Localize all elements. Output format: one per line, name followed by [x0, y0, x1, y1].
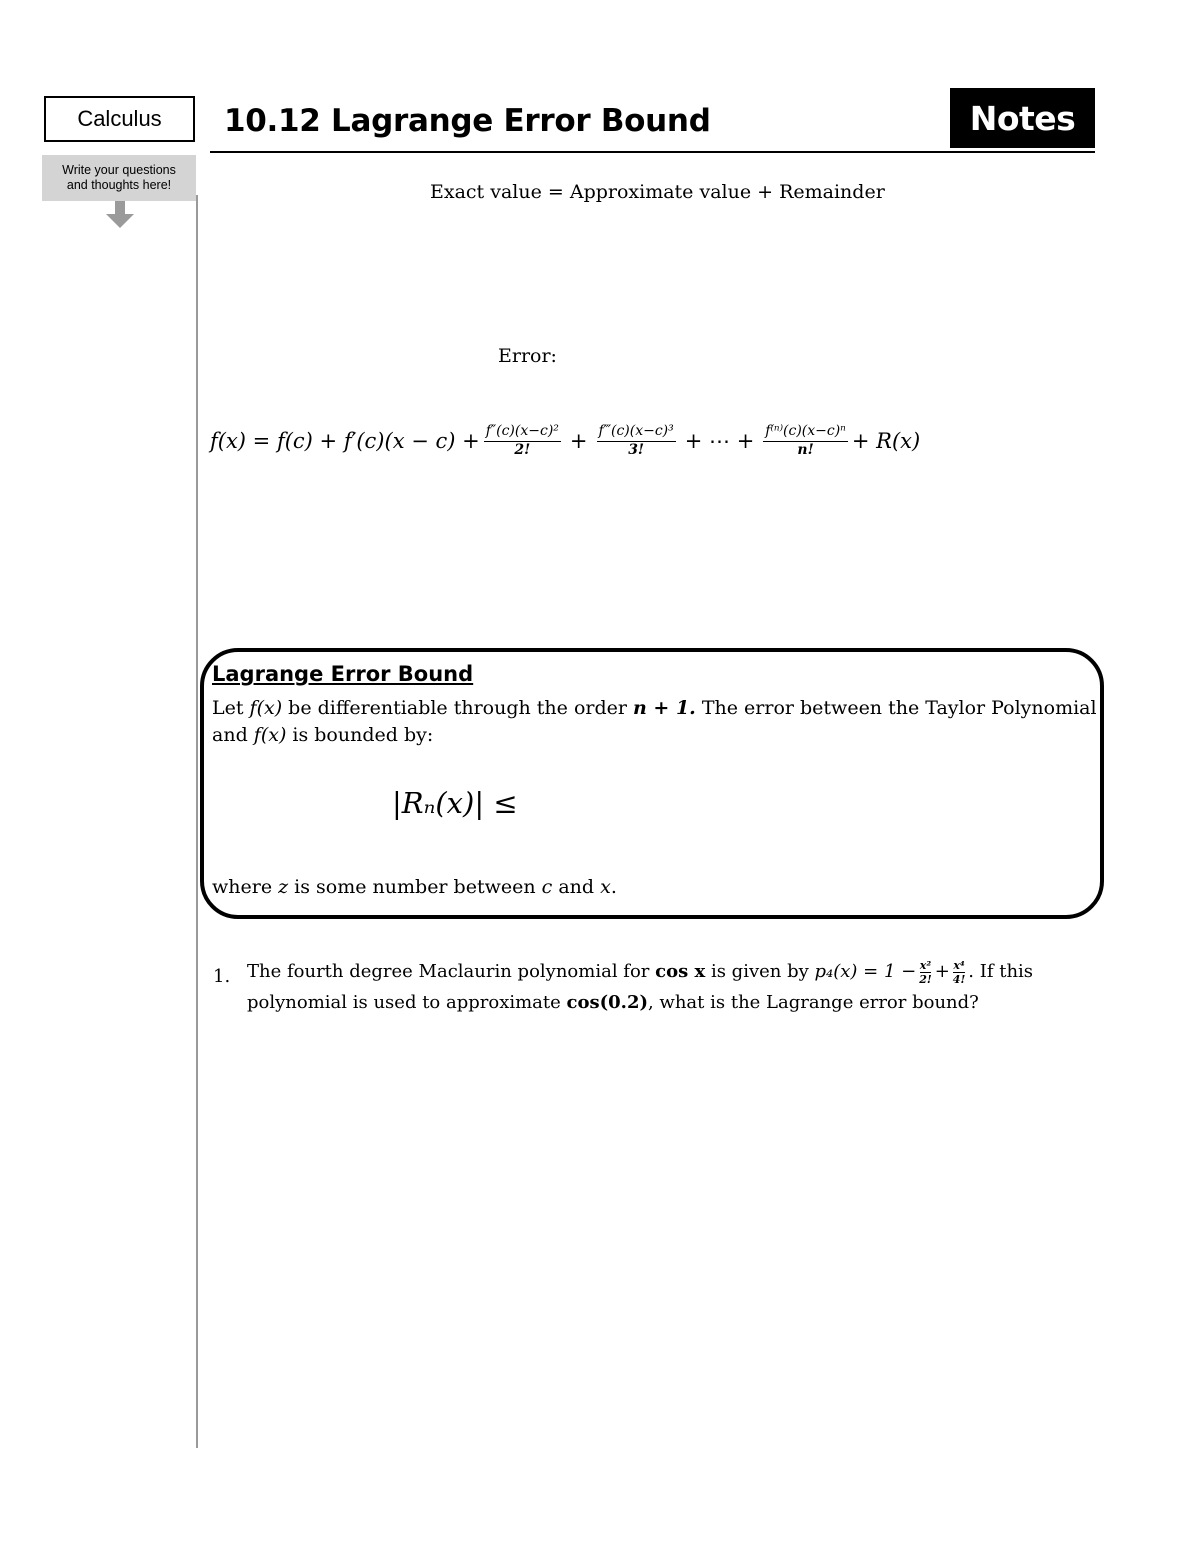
text-segment: . If this polynomial is used to approximate — [247, 961, 1034, 1013]
math-cos-0-2: cos(0.2) — [566, 992, 648, 1013]
plus-sign: + — [934, 961, 950, 982]
fraction-x2 — [919, 959, 931, 986]
question-text — [247, 956, 1087, 1018]
arrow-down-icon — [104, 201, 136, 229]
lagrange-box-where — [212, 876, 617, 898]
math-fx: f(x) — [249, 697, 283, 719]
title-divider — [210, 151, 1095, 153]
text-segment: Let — [212, 697, 250, 719]
term-2-denominator: 2! — [514, 442, 531, 458]
taylor-formula — [210, 423, 920, 459]
term-3-numerator: f‴(c)(x−c)³ — [597, 423, 676, 442]
fraction-denominator: 2! — [919, 972, 932, 986]
lagrange-box-text — [212, 695, 1102, 749]
taylor-lhs: f(x) = f(c) + f′(c)(x − c) + — [210, 429, 480, 453]
math-fx: f(x) — [253, 724, 287, 746]
lagrange-box-title: Lagrange Error Bound — [212, 662, 474, 686]
term-3-denominator: 3! — [628, 442, 645, 458]
math-p4: p₄(x) = 1 − — [814, 961, 917, 982]
math-cos-x: cos x — [655, 961, 706, 982]
math-order: n + 1. — [633, 697, 696, 719]
sidebar-prompt-line-2: and thoughts here! — [66, 178, 172, 192]
notes-margin-line — [196, 195, 198, 1448]
term-2-fraction — [484, 423, 561, 459]
text-segment: is some number between — [288, 876, 542, 898]
sidebar-prompt-line-1: Write your questions — [62, 163, 176, 177]
term-n-numerator: f⁽ⁿ⁾(c)(x−c)ⁿ — [763, 423, 848, 442]
fraction-x4 — [953, 959, 965, 986]
question-number: 1. — [213, 966, 231, 987]
math-z: z — [278, 876, 289, 898]
math-x: x — [600, 876, 611, 898]
text-segment: where — [212, 876, 279, 898]
error-label: Error: — [498, 345, 557, 367]
exact-value-equation: Exact value = Approximate value + Remainder — [430, 181, 885, 203]
sidebar-prompt — [42, 155, 196, 201]
text-segment: The fourth degree Maclaurin polynomial for — [247, 961, 656, 982]
term-2-numerator: f″(c)(x−c)² — [484, 423, 561, 442]
notes-badge: Notes — [950, 88, 1095, 148]
remainder-term: + R(x) — [851, 429, 921, 453]
text-segment: and — [552, 876, 601, 898]
text-segment: . — [610, 876, 617, 898]
text-segment: is bounded by: — [286, 724, 434, 746]
fraction-numerator: x⁴ — [953, 958, 965, 972]
ellipsis-term: + ⋯ + — [684, 429, 755, 453]
text-segment: is given by — [705, 961, 815, 982]
term-n-denominator: n! — [797, 442, 814, 458]
page-title: 10.12 Lagrange Error Bound — [224, 103, 711, 139]
fraction-numerator: x² — [919, 958, 932, 972]
text-segment: , what is the Lagrange error bound? — [647, 992, 979, 1013]
text-segment: The error between the Taylor Polynomial and — [212, 697, 1097, 746]
fraction-denominator: 4! — [952, 972, 966, 986]
text-segment: be differentiable through the order — [282, 697, 633, 719]
course-label: Calculus — [44, 96, 195, 142]
error-bound-inequality: |Rₙ(x)| ≤ — [392, 786, 518, 820]
term-n-fraction — [763, 423, 848, 459]
math-c: c — [541, 876, 553, 898]
term-3-fraction — [597, 423, 676, 459]
plus-sign: + — [569, 429, 588, 453]
